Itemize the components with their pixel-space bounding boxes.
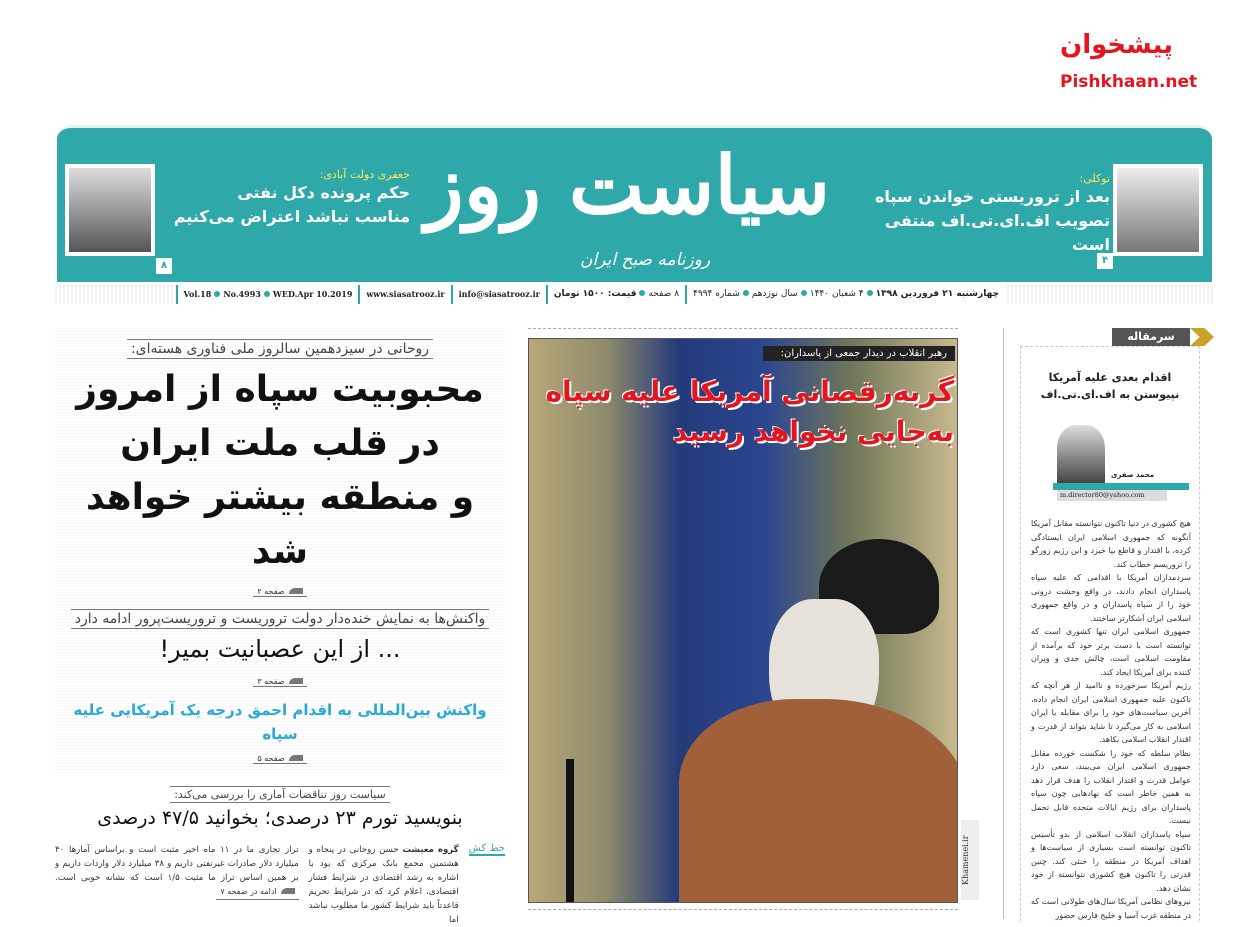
issue-info-en: Vol.18 No.4993 WED.Apr 10.2019 <box>176 285 359 304</box>
teaser-line: حکم پرونده دکل نفتی <box>237 183 410 202</box>
main-kicker: روحانی در سیزدهمین سالروز ملی فناوری هسته‌ای: <box>127 339 433 359</box>
story-3[interactable] <box>55 698 505 765</box>
editorial-body: هیچ کشوری در دنیا تاکنون نتوانسته مقابل آمریکا آنگونه که جمهوری اسلامی ایران ایستادگی کرده، با اقتدار و قاطع بپا خیزد و این رژیم زورگو را تروریسم خطاب کند. سردمداران آمریکا با اقدامی که علیه سپاه پاسداران انجام دادند، در واقع وحشت درونی خود را از سپاه پاسداران و در واقع جمهوری اسلامی ایران آشکارتر ساختند. جمهوری اسلامی ایران تنها کشوری است که توانسته است با دست برتر خود که برآمده از مقاومت اسلامی است، چالش جدی و ویران کننده برای آمریکا ایجاد کند. رژیم آمریکا سرخورده و ناامید از هر آنچه که تاکنون علیه جمهوری اسلامی ایران انجام داده، آخرین سیاست‌های خود را برای مقابله با ایران اسلامی به کار می‌گیرد تا شاید بتواند از قدرت و اقتدار انقلاب اسلامی بکاهد. نظام سلطه که خود را شکست خورده مقابل جمهوری اسلامی ایران می‌بیند، سعی دارد عوامل قدرت و اقتدار انقلاب را هدف قرار دهد به همین خاطر است که نهادهایی چون سپاه پاسداران برای رژیم ایالات متحده قابل تحمل نیست. سپاه پاسداران انقلاب اسلامی از بدو تأسیس تاکنون توانسته است بسیاری از سیاست‌ها و اهداف آمریکا در منطقه را خنثی کند. چنین قدرتی را تاکنون هیچ کشوری نتوانسته از خود نشان دهد. نیروهای نظامی آمریکا سال‌های طولانی است که در منطقه غرب آسیا و خلیج فارس حضور <box>1031 519 1191 920</box>
logo-subtitle: روزنامه صبح ایران <box>580 250 711 270</box>
story3-headline: واکنش بین‌المللی به اقدام احمق درجه یک آمریکایی علیه سپاه <box>73 701 487 743</box>
section-label: خط کش <box>468 843 505 854</box>
editorial-column <box>1003 328 1215 919</box>
lead-caption: رهبر انقلاب در دیدار جمعی از پاسداران: <box>763 346 955 361</box>
story4-kicker: سیاست روز تناقضات آماری را بررسی می‌کند: <box>170 786 390 803</box>
page-ref: صفحه ۳ <box>253 677 306 687</box>
issue-info-bar <box>55 285 1215 304</box>
photo-credit: Khamenei.ir <box>961 820 979 900</box>
author-email[interactable]: m.director80@yahoo.com <box>1057 490 1167 501</box>
website-link[interactable]: www.siasatrooz.ir <box>358 285 450 304</box>
teaser-kicker: توکلی: <box>1079 172 1110 185</box>
teaser-page-number: ۴ <box>1097 253 1113 269</box>
newspaper-logo <box>425 120 830 280</box>
author-bar <box>1053 483 1189 490</box>
page-ref: صفحه ۵ <box>253 754 306 764</box>
mic-stand-shape <box>566 759 574 903</box>
story-4[interactable] <box>55 783 505 833</box>
divider <box>528 909 958 910</box>
portrait-dolatabadi <box>65 164 155 256</box>
story4-col1: گروه معیشت حسن روحانی در پنجاه و هشتمین مجمع بانک مرکزی که بود با اشاره به رشد اقتصادی در شرایط فشار اقتصادی، اعلام کرد که در شرایط تحریم قاعدتاً باید شرایط کشور ما مطلوب نباشد اما <box>308 845 459 925</box>
main-story[interactable] <box>55 338 505 598</box>
teaser-line: تصویب اف.ای.تی.اف منتفی است <box>884 211 1110 254</box>
teaser-left[interactable] <box>160 168 410 229</box>
main-headline: محبوبیت سپاه از امروز در قلب ملت ایران و منطقه بیشتر خواهد شد <box>76 369 484 572</box>
price-info: ۸ صفحهقیمت: ۱۵۰۰ تومان <box>546 285 685 304</box>
issue-date-fa: چهارشنبه ۲۱ فروردین ۱۳۹۸۴ شعبان ۱۴۴۰سال نوزدهمشماره ۴۹۹۴ <box>685 285 1005 304</box>
teaser-line: مناسب نباشد اعتراض می‌کنیم <box>173 207 410 226</box>
story4-col2: تراز تجاری ما در ۱۱ ماه اخیر مثبت است و براساس آمارها ۴۰ میلیارد دلار صادرات غیرنفتی داریم و ۳۸ میلیارد دلار واردات داریم و بر همین اساس تراز ما مثبت ۱/۵ است که نشانه خوبی است. ادامه در صفحه ۷ <box>55 843 299 900</box>
teaser-kicker: جعفری دولت آبادی: <box>319 168 410 181</box>
teaser-page-number: ۸ <box>156 258 172 274</box>
watermark-text: Pishkhaan.net <box>1060 72 1198 92</box>
editorial-title[interactable]: اقدام بعدی علیه آمریکا نپیوستن به اف.ای.تی.اف <box>1040 371 1180 401</box>
story4-headline: بنویسید تورم ۲۳ درصدی؛ بخوانید ۴۷/۵ درصدی <box>97 807 463 829</box>
divider <box>528 328 958 329</box>
lead-headline[interactable]: گربه‌رقصانی آمریکا علیه سپاه به‌جایی نخواهد رسید <box>545 375 954 448</box>
page-ref: صفحه ۲ <box>253 587 306 597</box>
story2-headline: ... از این عصبانیت بمیر! <box>159 635 401 663</box>
teaser-right[interactable] <box>860 172 1110 257</box>
story2-kicker: واکنش‌ها به نمایش خنده‌دار دولت تروریست و تروریست‌پرور ادامه دارد <box>71 609 490 629</box>
author-name: محمد صفری <box>1111 471 1155 479</box>
section-tab: سرمقاله <box>1112 328 1190 346</box>
section-arrow-icon <box>1190 328 1214 346</box>
watermark-logo: پیشخوان <box>1060 30 1173 60</box>
story4-body <box>55 843 505 927</box>
teaser-line: بعد از تروریستی خواندن سپاه <box>874 187 1110 206</box>
portrait-tavakoli <box>1113 164 1203 256</box>
story-2[interactable] <box>55 608 505 688</box>
author-photo <box>1057 425 1105 483</box>
logo-title: سیاست روز <box>425 138 830 232</box>
email-link[interactable]: info@siasatrooz.ir <box>451 285 546 304</box>
robe-shape <box>679 699 958 903</box>
